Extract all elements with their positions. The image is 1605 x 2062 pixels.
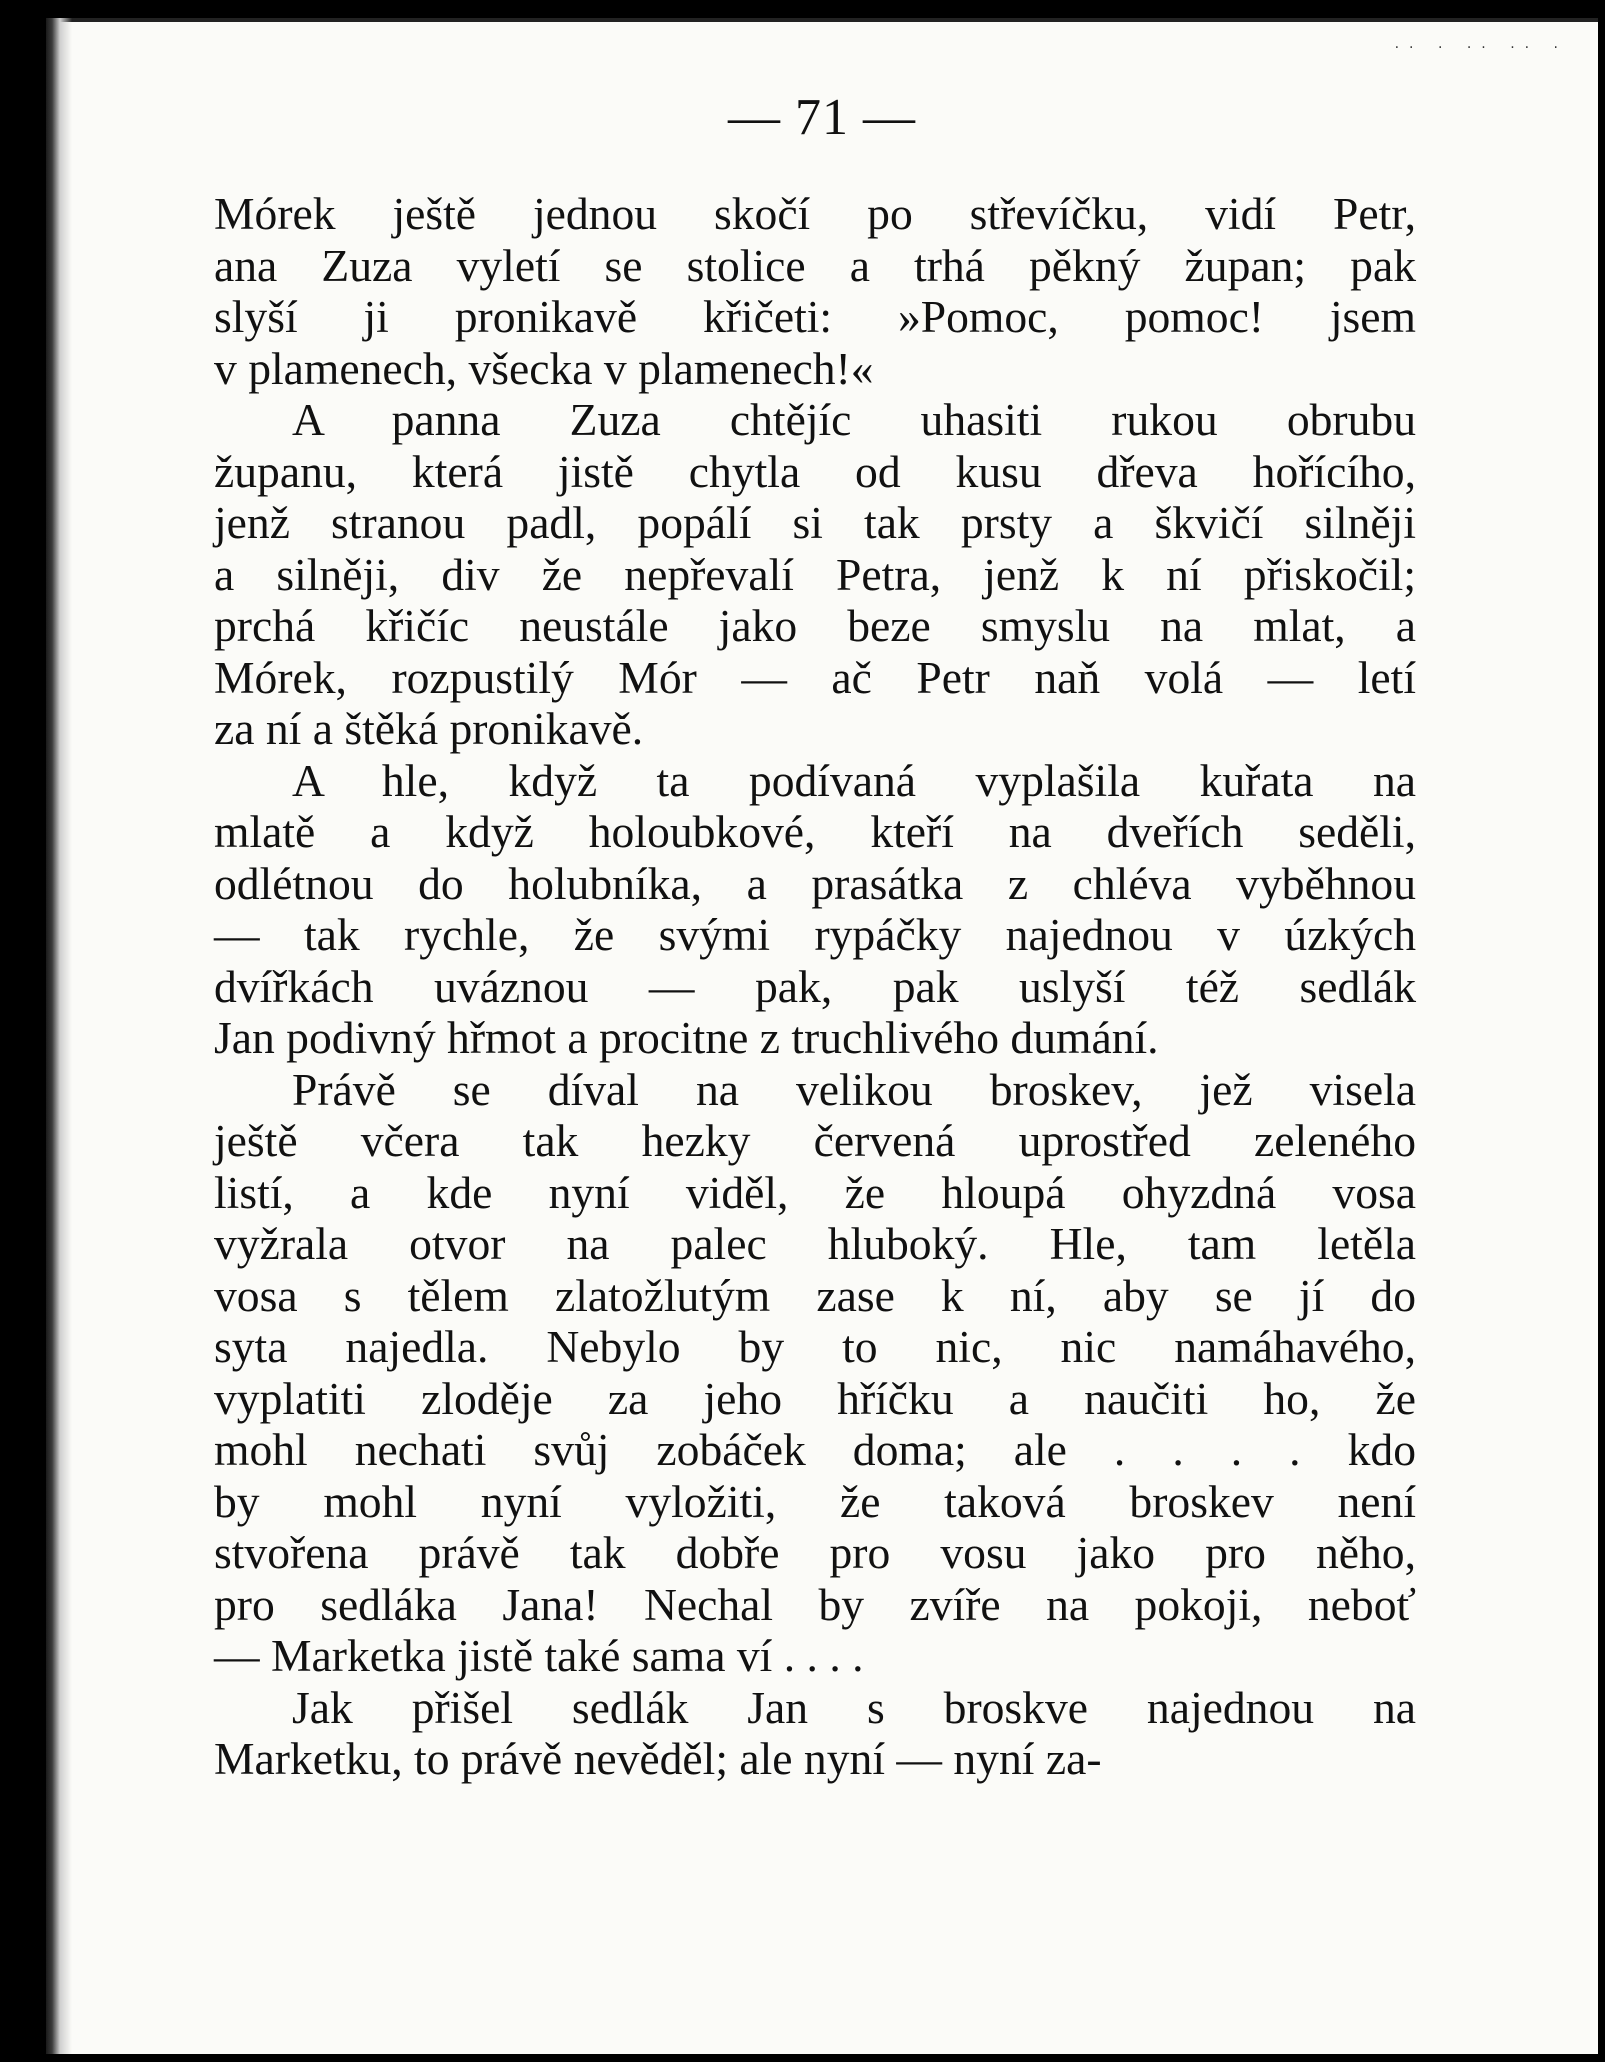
text-line: A hle, když ta podívaná vyplašila kuřata na — [292, 754, 1416, 806]
paragraph — [214, 755, 1416, 1064]
paragraph — [214, 188, 1416, 394]
paragraph — [214, 1064, 1416, 1682]
text-line: dvířkách uváznou — pak, pak uslyší též sedlák — [214, 960, 1416, 1012]
text-line: vyžrala otvor na palec hluboký. Hle, tam letěla — [214, 1218, 1416, 1269]
text-line: — Marketka jistě také sama ví . . . . — [214, 1630, 864, 1681]
paragraph — [214, 1682, 1416, 1785]
text-line: ana Zuza vyletí se stolice a trhá pěkný župan; pak — [214, 239, 1416, 291]
text-line: vosa s tělem zlatožlutým zase k ní, aby se jí do — [214, 1269, 1416, 1321]
paragraph — [214, 394, 1416, 755]
text-line: A panna Zuza chtějíc uhasiti rukou obrubu — [292, 394, 1416, 445]
binding-shadow — [46, 18, 72, 2054]
text-line: Mórek ještě jednou skočí po střevíčku, vidí Petr, — [214, 188, 1416, 239]
text-line: mlatě a když holoubkové, kteří na dveřích seděli, — [214, 806, 1416, 857]
body-text — [214, 188, 1416, 1785]
text-line: slyší ji pronikavě křičeti: »Pomoc, pomoc! jsem — [214, 291, 1416, 342]
text-line: Mórek, rozpustilý Mór — ač Petr naň volá — letí — [214, 651, 1416, 703]
text-line: a silněji, div že nepřevalí Petra, jenž k ní přiskočil; — [214, 548, 1416, 600]
text-line: — tak rychle, že svými rypáčky najednou v úzkých — [214, 909, 1416, 960]
text-line: Právě se díval na velikou broskev, jež visela — [292, 1063, 1416, 1115]
text-line: syta najedla. Nebylo by to nic, nic namáhavého, — [214, 1321, 1416, 1372]
text-line: v plamenech, všecka v plamenech!« — [214, 342, 874, 394]
text-line: by mohl nyní vyložiti, že taková broskev není — [214, 1475, 1416, 1527]
text-line: županu, která jistě chytla od kusu dřeva hořícího, — [214, 445, 1416, 497]
text-line: stvořena právě tak dobře pro vosu jako pro něho, — [214, 1527, 1416, 1578]
text-line: listí, a kde nyní viděl, že hloupá ohyzdná vosa — [214, 1166, 1416, 1218]
text-line: za ní a štěká pronikavě. — [214, 703, 644, 754]
text-line: odlétnou do holubníka, a prasátka z chléva vyběhnou — [214, 857, 1416, 909]
print-specks: ·· · ·· ·· · — [1394, 40, 1568, 56]
page-top-edge — [46, 18, 1598, 22]
text-line: Marketku, to právě nevěděl; ale nyní — nyní za- — [214, 1733, 1102, 1784]
text-line: pro sedláka Jana! Nechal by zvíře na pokoji, neboť — [214, 1578, 1416, 1630]
text-line: Jak přišel sedlák Jan s broskve najednou na — [292, 1681, 1416, 1733]
text-line: Jan podivný hřmot a procitne z truchlivého dumání. — [214, 1012, 1159, 1063]
book-page — [46, 18, 1598, 2054]
text-line: mohl nechati svůj zobáček doma; ale . . . . kdo — [214, 1424, 1416, 1475]
text-line: ještě včera tak hezky červená uprostřed zeleného — [214, 1115, 1416, 1166]
text-line: jenž stranou padl, popálí si tak prsty a škvičí silněji — [214, 497, 1416, 548]
page-number: — 71 — — [728, 89, 916, 146]
text-line: vyplatiti zloděje za jeho hříčku a naučiti ho, že — [214, 1372, 1416, 1424]
text-line: prchá křičíc neustále jako beze smyslu na mlat, a — [214, 600, 1416, 651]
